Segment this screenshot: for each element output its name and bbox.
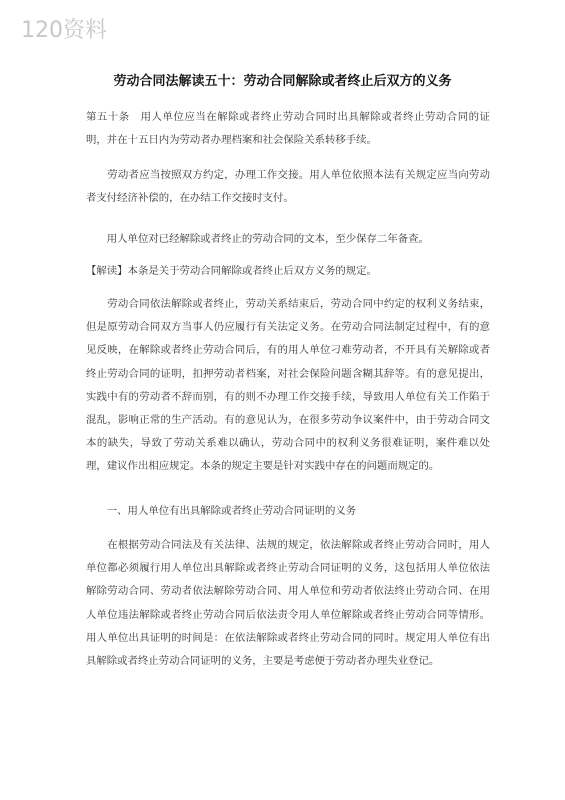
interpretation-paragraph: 劳动合同依法解除或者终止，劳动关系结束后，劳动合同中约定的权利义务结束，但是原劳动合同双方当事人仍应履行有关法定义务。在劳动合同法制定过程中，有的意见反映，在解除或者终止劳动合同后，有的用人单位刁难劳动者，不开具有关解除或者终止劳动合同的证明，扣押劳动者档案，对社会保险问题含糊其辞等。有的意见提出，实践中有的劳动者不辞而别，有的则不办理工作交接手续，导致用人单位有关工作陷于混乱，影响正常的生产活动。有的意见认为，在很多劳动争议案件中，由于劳动合同文本的缺失，导致了劳动关系难以确认，劳动合同中的权利义务很难证明，案件难以处理，建议作出相应规定。本条的规定主要是针对实践中存在的问题而规定的。 [86,298,490,473]
section-paragraph: 在根据劳动合同法及有关法律、法规的规定，依法解除或者终止劳动合同时，用人单位都必须履行用人单位出具解除或者终止劳动合同证明的义务，这包括用人单位依法解除劳动合同、劳动者依法解除劳动合同、用人单位和劳动者依法终止劳动合同、在用人单位违法解除或者终止劳动合同后依法责令用人单位解除或者终止劳动合同等情形。用人单位出具证明的时间是：在依法解除或者终止劳动合同的同时。规定用人单位有出具解除或者终止劳动合同证明的义务，主要是考虑便于劳动者办理失业登记。 [86,539,490,668]
interpretation-intro: 【解读】本条是关于劳动合同解除或者终止后双方义务的规定。 [86,265,377,277]
section-heading: 一、用人单位有出具解除或者终止劳动合同证明的义务 [86,505,357,517]
article-paragraph-1: 第五十条 用人单位应当在解除或者终止劳动合同时出具解除或者终止劳动合同的证明，并在十五日内为劳动者办理档案和社会保险关系转移手续。 [86,111,490,147]
article-paragraph-2: 劳动者应当按照双方约定，办理工作交接。用人单位依照本法有关规定应当向劳动者支付经济补偿的，在办结工作交接时支付。 [86,169,490,205]
article-paragraph-3: 用人单位对已经解除或者终止的劳动合同的文本，至少保存二年备查。 [86,233,429,245]
watermark-logo: 120资料 [21,18,107,43]
document-title: 劳动合同法解读五十：劳动合同解除或者终止后双方的义务 [113,74,452,89]
